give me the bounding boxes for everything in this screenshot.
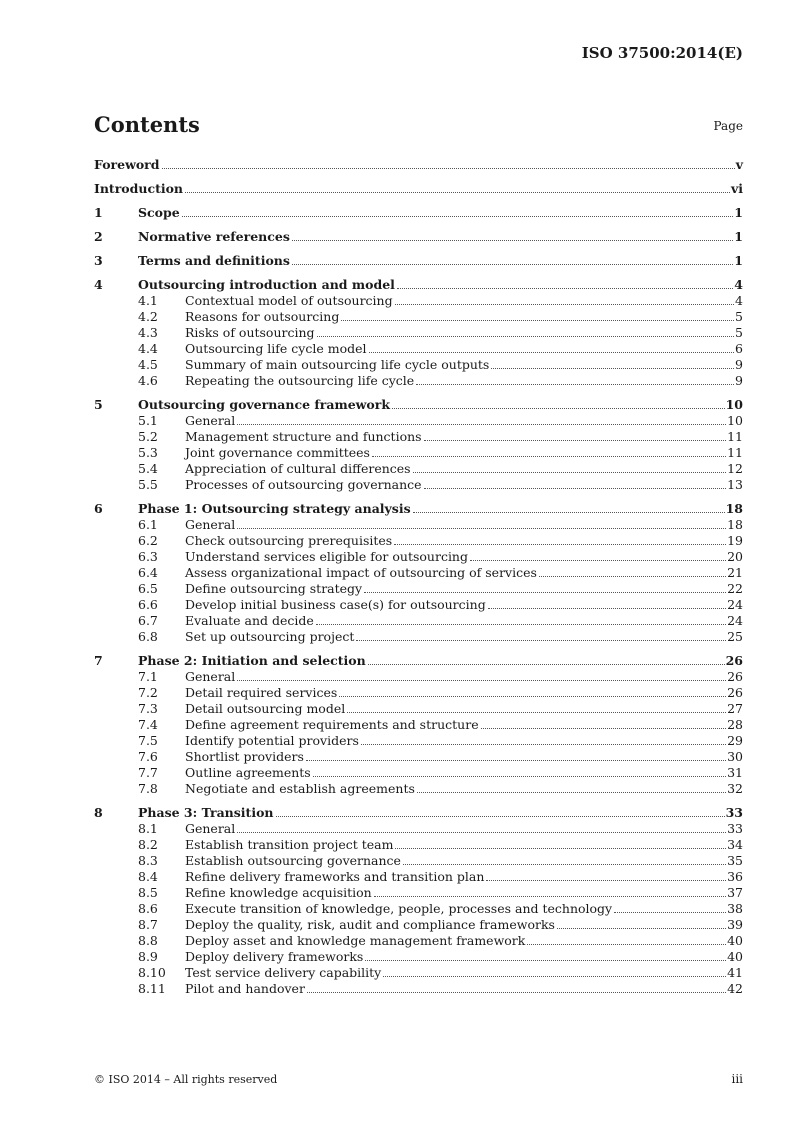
toc-entry-number: 5.5 — [138, 477, 158, 492]
toc-entry-number: 6.3 — [138, 549, 158, 564]
toc-leader-dots — [417, 792, 726, 793]
toc-entry[interactable] — [94, 413, 743, 429]
toc-leader-dots — [347, 712, 726, 713]
toc-entry-title: Outsourcing life cycle model — [185, 341, 367, 356]
toc-entry-number: 8.8 — [138, 933, 158, 948]
toc-entry-page: 10 — [725, 397, 743, 412]
toc-entry[interactable] — [94, 341, 743, 357]
toc-entry-title: Phase 1: Outsourcing strategy analysis — [138, 501, 411, 516]
toc-entry-page: 26 — [727, 685, 743, 700]
toc-entry-number: 8.7 — [138, 917, 158, 932]
toc-entry[interactable] — [94, 917, 743, 933]
toc-entry-number: 6 — [94, 501, 103, 516]
toc-leader-dots — [237, 832, 726, 833]
toc-leader-dots — [413, 512, 725, 513]
toc-entry-title: Foreword — [94, 157, 160, 172]
toc-leader-dots — [394, 544, 726, 545]
toc-leader-dots — [365, 960, 726, 961]
toc-entry[interactable] — [94, 821, 743, 837]
toc-entry-number: 7.8 — [138, 781, 158, 796]
toc-entry-number: 7 — [94, 653, 103, 668]
toc-entry[interactable] — [94, 157, 743, 173]
toc-entry[interactable] — [94, 949, 743, 965]
toc-leader-dots — [491, 368, 734, 369]
toc-entry-number: 6.2 — [138, 533, 158, 548]
toc-entry-page: 5 — [735, 309, 743, 324]
toc-entry-number: 8.6 — [138, 901, 158, 916]
toc-entry-number: 7.2 — [138, 685, 158, 700]
toc-entry-title: General — [185, 517, 236, 532]
toc-entry-title: Deploy delivery frameworks — [185, 949, 364, 964]
toc-entry-title: Processes of outsourcing governance — [185, 477, 422, 492]
toc-entry[interactable] — [94, 565, 743, 581]
toc-entry-page: 5 — [735, 325, 743, 340]
toc-entry-title: Management structure and functions — [185, 429, 422, 444]
document-id: ISO 37500:2014(E) — [581, 44, 743, 62]
toc-entry-title: Joint governance committees — [185, 445, 370, 460]
toc-entry[interactable] — [94, 629, 743, 645]
toc-entry[interactable] — [94, 357, 743, 373]
toc-entry-number: 5.4 — [138, 461, 158, 476]
toc-leader-dots — [397, 288, 733, 289]
toc-leader-dots — [364, 592, 726, 593]
toc-entry-title: Deploy the quality, risk, audit and compliance frameworks — [185, 917, 555, 932]
toc-entry-page: 35 — [727, 853, 743, 868]
toc-leader-dots — [361, 744, 726, 745]
toc-leader-dots — [368, 664, 725, 665]
toc-entry-title: General — [185, 413, 236, 428]
toc-entry[interactable] — [94, 669, 743, 685]
toc-entry-page: 40 — [727, 949, 743, 964]
toc-entry[interactable] — [94, 477, 743, 493]
toc-entry[interactable] — [94, 309, 743, 325]
toc-entry[interactable] — [94, 781, 743, 797]
toc-entry-number: 7.7 — [138, 765, 158, 780]
toc-entry-page: 29 — [727, 733, 743, 748]
toc-entry[interactable] — [94, 181, 743, 197]
toc-entry-title: Set up outsourcing project — [185, 629, 355, 644]
toc-entry-title: Test service delivery capability — [185, 965, 382, 980]
toc-entry-page: 26 — [727, 669, 743, 684]
toc-entry-title: Outsourcing governance framework — [138, 397, 390, 412]
toc-entry-number: 5.1 — [138, 413, 158, 428]
toc-leader-dots — [317, 336, 735, 337]
toc-entry[interactable] — [94, 701, 743, 717]
toc-entry-title: Develop initial business case(s) for outsourcing — [185, 597, 486, 612]
toc-leader-dots — [413, 472, 727, 473]
toc-entry[interactable] — [94, 965, 743, 981]
toc-leader-dots — [356, 640, 726, 641]
toc-entry-title: Detail outsourcing model — [185, 701, 346, 716]
toc-entry-title: Outline agreements — [185, 765, 311, 780]
toc-entry-page: 4 — [735, 293, 743, 308]
toc-entry[interactable] — [94, 981, 743, 997]
toc-entry-page: 25 — [727, 629, 743, 644]
toc-entry[interactable] — [94, 885, 743, 901]
toc-leader-dots — [416, 384, 734, 385]
toc-leader-dots — [182, 216, 734, 217]
toc-entry-page: 42 — [727, 981, 743, 996]
toc-entry-number: 8.11 — [138, 981, 166, 996]
toc-leader-dots — [395, 848, 726, 849]
toc-leader-dots — [527, 944, 726, 945]
toc-entry-page: 33 — [727, 821, 743, 836]
toc-entry-number: 8.2 — [138, 837, 158, 852]
toc-entry-page: 1 — [734, 205, 743, 220]
toc-entry[interactable] — [94, 749, 743, 765]
toc-entry-number: 4.5 — [138, 357, 158, 372]
toc-entry-number: 7.4 — [138, 717, 158, 732]
toc-entry[interactable] — [94, 253, 743, 269]
toc-entry-page: 18 — [727, 517, 743, 532]
toc-entry-number: 4.2 — [138, 309, 158, 324]
toc-entry-title: Pilot and handover — [185, 981, 305, 996]
toc-leader-dots — [237, 424, 726, 425]
toc-leader-dots — [424, 488, 727, 489]
toc-leader-dots — [237, 680, 726, 681]
toc-entry[interactable] — [94, 717, 743, 733]
toc-leader-dots — [339, 696, 726, 697]
toc-entry-number: 6.5 — [138, 581, 158, 596]
toc-entry[interactable] — [94, 461, 743, 477]
toc-leader-dots — [307, 992, 726, 993]
toc-entry-page: 24 — [727, 597, 743, 612]
toc-leader-dots — [539, 576, 726, 577]
toc-entry[interactable] — [94, 933, 743, 949]
toc-leader-dots — [395, 304, 734, 305]
toc-entry-title: Contextual model of outsourcing — [185, 293, 393, 308]
toc-entry-page: 6 — [735, 341, 743, 356]
toc-entry[interactable] — [94, 765, 743, 781]
toc-leader-dots — [481, 728, 726, 729]
toc-leader-dots — [341, 320, 734, 321]
toc-entry-title: Appreciation of cultural differences — [185, 461, 411, 476]
toc-entry-page: 36 — [727, 869, 743, 884]
toc-entry-title: Refine knowledge acquisition — [185, 885, 372, 900]
toc-entry-title: Establish transition project team — [185, 837, 394, 852]
toc-entry-title: Define agreement requirements and structure — [185, 717, 479, 732]
contents-heading: Contents — [94, 112, 200, 137]
toc-entry-page: 30 — [727, 749, 743, 764]
toc-leader-dots — [306, 760, 726, 761]
toc-leader-dots — [316, 624, 726, 625]
toc-entry-number: 7.3 — [138, 701, 158, 716]
toc-entry-number: 6.4 — [138, 565, 158, 580]
toc-leader-dots — [374, 896, 726, 897]
toc-entry-page: 1 — [734, 253, 743, 268]
toc-entry-number: 5.2 — [138, 429, 158, 444]
toc-entry[interactable] — [94, 613, 743, 629]
toc-entry-title: Deploy asset and knowledge management framework — [185, 933, 526, 948]
toc-entry-title: Phase 3: Transition — [138, 805, 274, 820]
toc-entry-title: Introduction — [94, 181, 184, 196]
toc-entry-number: 8.4 — [138, 869, 158, 884]
table-of-contents — [94, 157, 743, 997]
toc-leader-dots — [369, 352, 735, 353]
toc-entry-page: 19 — [727, 533, 743, 548]
toc-entry-title: Reasons for outsourcing — [185, 309, 340, 324]
toc-entry-page: 12 — [727, 461, 743, 476]
toc-entry-title: General — [185, 821, 236, 836]
toc-entry-page: v — [735, 157, 743, 172]
toc-leader-dots — [383, 976, 726, 977]
toc-entry-page: 33 — [725, 805, 743, 820]
toc-leader-dots — [392, 408, 725, 409]
toc-entry-number: 8.5 — [138, 885, 158, 900]
toc-entry-number: 6.6 — [138, 597, 158, 612]
toc-entry[interactable] — [94, 869, 743, 885]
toc-entry-title: Detail required services — [185, 685, 338, 700]
toc-entry-title: Assess organizational impact of outsourcing of services — [185, 565, 537, 580]
toc-entry[interactable] — [94, 517, 743, 533]
toc-entry-number: 2 — [94, 229, 103, 244]
toc-entry-page: 24 — [727, 613, 743, 628]
toc-entry[interactable] — [94, 837, 743, 853]
toc-leader-dots — [403, 864, 726, 865]
toc-entry-number: 4.3 — [138, 325, 158, 340]
toc-entry-number: 7.6 — [138, 749, 158, 764]
toc-entry-title: Establish outsourcing governance — [185, 853, 401, 868]
toc-entry[interactable] — [94, 501, 743, 517]
toc-entry-page: 28 — [727, 717, 743, 732]
toc-entry-title: Outsourcing introduction and model — [138, 277, 395, 292]
toc-entry-page: 37 — [727, 885, 743, 900]
toc-leader-dots — [237, 528, 726, 529]
toc-entry-page: 10 — [727, 413, 743, 428]
toc-entry-page: 40 — [727, 933, 743, 948]
toc-entry[interactable] — [94, 901, 743, 917]
toc-entry[interactable] — [94, 853, 743, 869]
toc-entry-page: 41 — [727, 965, 743, 980]
toc-entry-page: 20 — [727, 549, 743, 564]
toc-entry-page: 26 — [725, 653, 743, 668]
toc-entry[interactable] — [94, 229, 743, 245]
toc-entry-page: 18 — [725, 501, 743, 516]
toc-leader-dots — [185, 192, 730, 193]
toc-entry[interactable] — [94, 373, 743, 389]
toc-entry[interactable] — [94, 325, 743, 341]
toc-entry-title: Normative references — [138, 229, 290, 244]
toc-entry[interactable] — [94, 549, 743, 565]
toc-entry-number: 1 — [94, 205, 103, 220]
toc-entry-number: 3 — [94, 253, 103, 268]
toc-entry-title: Summary of main outsourcing life cycle outputs — [185, 357, 490, 372]
toc-entry[interactable] — [94, 653, 743, 669]
toc-entry-number: 8.10 — [138, 965, 166, 980]
toc-entry[interactable] — [94, 733, 743, 749]
toc-entry-number: 4.6 — [138, 373, 158, 388]
toc-entry[interactable] — [94, 277, 743, 293]
toc-entry-page: 31 — [727, 765, 743, 780]
toc-entry-number: 8 — [94, 805, 103, 820]
toc-entry-page: 11 — [727, 445, 743, 460]
toc-entry-number: 6.1 — [138, 517, 158, 532]
toc-entry[interactable] — [94, 805, 743, 821]
page-column-label: Page — [713, 119, 743, 133]
toc-entry-title: Shortlist providers — [185, 749, 304, 764]
toc-entry[interactable] — [94, 293, 743, 309]
toc-leader-dots — [313, 776, 726, 777]
toc-entry-title: Check outsourcing prerequisites — [185, 533, 393, 548]
toc-leader-dots — [292, 240, 733, 241]
toc-entry-title: Identify potential providers — [185, 733, 359, 748]
toc-entry-number: 4 — [94, 277, 103, 292]
toc-entry-title: Evaluate and decide — [185, 613, 314, 628]
toc-entry-title: Repeating the outsourcing life cycle — [185, 373, 415, 388]
toc-entry-number: 7.1 — [138, 669, 158, 684]
toc-entry-number: 4.4 — [138, 341, 158, 356]
toc-entry-title: Refine delivery frameworks and transition plan — [185, 869, 485, 884]
toc-entry-title: Phase 2: Initiation and selection — [138, 653, 366, 668]
toc-entry-number: 8.9 — [138, 949, 158, 964]
toc-entry-number: 8.1 — [138, 821, 158, 836]
toc-entry-title: Scope — [138, 205, 180, 220]
toc-entry-page: 11 — [727, 429, 743, 444]
toc-entry-page: 38 — [727, 901, 743, 916]
toc-entry-title: Understand services eligible for outsourcing — [185, 549, 468, 564]
toc-leader-dots — [162, 168, 735, 169]
copyright-notice: © ISO 2014 – All rights reserved — [94, 1073, 278, 1086]
toc-leader-dots — [488, 608, 726, 609]
toc-leader-dots — [557, 928, 726, 929]
toc-entry-number: 4.1 — [138, 293, 158, 308]
toc-leader-dots — [372, 456, 726, 457]
toc-entry-number: 5.3 — [138, 445, 158, 460]
toc-entry-title: Execute transition of knowledge, people, processes and technology — [185, 901, 613, 916]
toc-entry-title: General — [185, 669, 236, 684]
toc-entry-page: 32 — [727, 781, 743, 796]
toc-entry-number: 6.8 — [138, 629, 158, 644]
toc-entry-number: 8.3 — [138, 853, 158, 868]
toc-entry-page: 1 — [734, 229, 743, 244]
toc-leader-dots — [424, 440, 727, 441]
toc-entry-number: 6.7 — [138, 613, 158, 628]
toc-entry[interactable] — [94, 397, 743, 413]
toc-entry[interactable] — [94, 581, 743, 597]
toc-entry-page: 27 — [727, 701, 743, 716]
toc-entry-page: vi — [730, 181, 743, 196]
toc-entry-page: 4 — [734, 277, 743, 292]
toc-leader-dots — [470, 560, 726, 561]
toc-entry[interactable] — [94, 445, 743, 461]
toc-entry-title: Define outsourcing strategy — [185, 581, 363, 596]
toc-entry[interactable] — [94, 533, 743, 549]
toc-entry-page: 9 — [735, 357, 743, 372]
toc-entry-title: Negotiate and establish agreements — [185, 781, 415, 796]
toc-leader-dots — [486, 880, 726, 881]
toc-entry-page: 13 — [727, 477, 743, 492]
toc-entry-page: 39 — [727, 917, 743, 932]
toc-leader-dots — [292, 264, 733, 265]
toc-entry[interactable] — [94, 685, 743, 701]
toc-entry[interactable] — [94, 205, 743, 221]
toc-entry-page: 34 — [727, 837, 743, 852]
toc-entry[interactable] — [94, 429, 743, 445]
toc-leader-dots — [614, 912, 726, 913]
toc-entry[interactable] — [94, 597, 743, 613]
toc-entry-page: 21 — [727, 565, 743, 580]
toc-entry-page: 22 — [727, 581, 743, 596]
toc-entry-number: 5 — [94, 397, 103, 412]
page-number: iii — [731, 1072, 743, 1086]
toc-entry-page: 9 — [735, 373, 743, 388]
toc-entry-title: Terms and definitions — [138, 253, 290, 268]
toc-leader-dots — [276, 816, 725, 817]
toc-entry-title: Risks of outsourcing — [185, 325, 315, 340]
toc-entry-number: 7.5 — [138, 733, 158, 748]
